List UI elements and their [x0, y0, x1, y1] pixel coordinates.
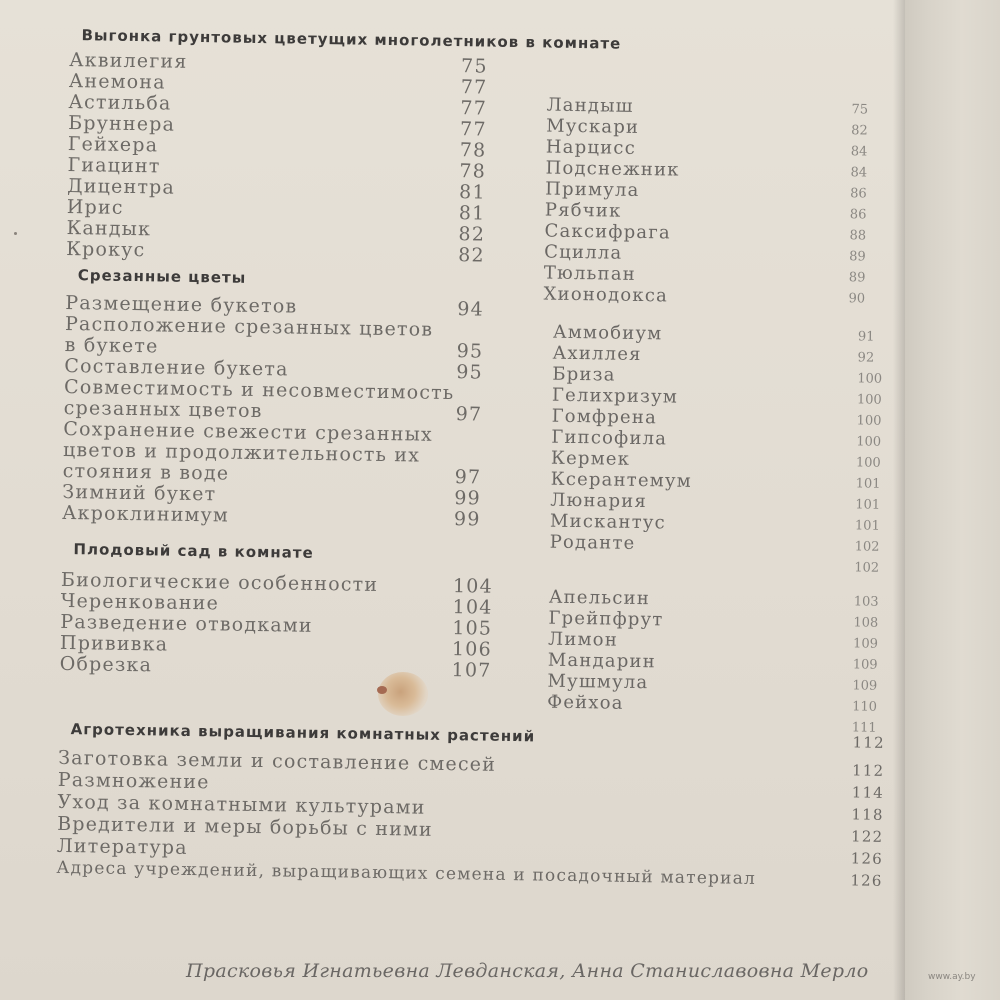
- toc-entry: Примула 86: [545, 178, 867, 202]
- toc-entry: Мускари 82: [546, 115, 868, 139]
- toc-entry: Тюльпан 89: [543, 262, 866, 286]
- toc-entry: Грейпфрут 108: [548, 607, 879, 631]
- toc-entry: Акроклинимум 99: [61, 501, 481, 531]
- toc-entry: Кермек 100: [550, 447, 881, 471]
- toc-entry: Гиацинт 78: [67, 153, 487, 183]
- toc-entry: Сцилла 89: [544, 241, 866, 265]
- toc-entry: Мандарин 109: [547, 649, 878, 673]
- toc-entry: в букете 95: [64, 333, 484, 363]
- toc-entry: Разведение отводками 105: [60, 610, 493, 640]
- section-heading-agrotechnics: Агротехника выращивания комнатных растений: [70, 720, 536, 746]
- toc-entry: Бриза 100: [552, 363, 883, 387]
- toc-entry: Мушмула 109: [547, 670, 878, 694]
- toc-entry: Аквилегия 75: [69, 48, 488, 78]
- toc-entry: Сохранение свежести срезанных: [63, 417, 434, 446]
- toc-entry: Ирис 81: [66, 195, 486, 225]
- toc-entry: Анемона 77: [68, 69, 488, 99]
- toc-entry: Саксифрага 88: [544, 220, 867, 244]
- toc-entry: стояния в воде 97: [62, 459, 482, 489]
- toc-entry: Прививка 106: [59, 631, 493, 661]
- toc-entry: Заготовка земли и составление смесей 112: [58, 746, 885, 780]
- toc-entry: Ахиллея 92: [552, 342, 875, 366]
- toc-entry: Крокус 82: [66, 237, 485, 267]
- toc-page-only: 111: [851, 720, 877, 736]
- toc-entry: Лимон 109: [547, 628, 879, 652]
- toc-entry: Гомфрена 100: [551, 405, 882, 429]
- toc-entry: Нарцисс 84: [545, 136, 868, 160]
- authors-line: Прасковья Игнатьевна Левданская, Анна Станиславовна Мерло: [186, 960, 869, 982]
- toc-entry: Астильба 77: [68, 90, 488, 120]
- toc-entry: Адреса учреждений, выращивающих семена и посадочный материал 126: [56, 857, 883, 890]
- toc-entry: Рябчик 86: [544, 199, 867, 223]
- toc-entry: Литература 126: [56, 834, 884, 868]
- toc-entry: Подснежник 84: [545, 157, 868, 181]
- paper-speck: [14, 232, 17, 235]
- toc-entry: Гелихризум 100: [551, 384, 882, 408]
- toc-entry: Ландыш 75: [546, 94, 869, 118]
- toc-entry: Гейхера 78: [67, 132, 487, 162]
- watermark: www.ay.by: [928, 972, 976, 982]
- toc-entry: Мискантус 101: [549, 510, 880, 534]
- toc-entry: Фейхоа 110: [546, 691, 878, 715]
- table-of-contents: [56, 8, 905, 922]
- toc-entry: Черенкование 104: [60, 589, 493, 619]
- toc-entry: Расположение срезанных цветов: [64, 312, 434, 341]
- section-heading-forcing: Выгонка грунтовых цветущих многолетников в комнате: [81, 26, 622, 53]
- toc-entry: Аммобиум 91: [552, 321, 875, 345]
- toc-entry: Обрезка 107: [59, 652, 492, 682]
- toc-entry: Составление букета 95: [64, 354, 484, 384]
- toc-entry: Гипсофила 100: [551, 426, 882, 450]
- toc-entry: Кандык 82: [66, 216, 486, 246]
- toc-entry: Дицентра 81: [67, 174, 486, 204]
- section-heading-cut-flowers: Срезанные цветы: [77, 266, 247, 287]
- toc-entry: Люнария 101: [550, 489, 881, 513]
- toc-entry: цветов и продолжительность их: [62, 438, 421, 467]
- toc-entry: Вредители и меры борьбы с ними 122: [57, 812, 884, 846]
- toc-page-only: 102: [854, 560, 880, 576]
- toc-entry: Апельсин 103: [548, 586, 879, 610]
- toc-entry: Совместимость и несовместимость: [63, 375, 455, 405]
- toc-entry: Размножение 114: [57, 768, 885, 802]
- toc-entry: Бруннера 77: [68, 111, 487, 141]
- toc-entry: Зимний букет 99: [62, 480, 482, 510]
- toc-entry: Роданте 102: [549, 531, 880, 555]
- section-heading-fruit-garden: Плодовый сад в комнате: [73, 540, 314, 562]
- toc-entry: Биологические особенности 104: [60, 568, 494, 598]
- toc-entry: Ксерантемум 101: [550, 468, 881, 492]
- toc-entry: Размещение букетов 94: [65, 291, 485, 321]
- toc-entry: Уход за комнатными культурами 118: [57, 790, 884, 824]
- next-page-edge: [905, 0, 1000, 1000]
- toc-entry: срезанных цветов 97: [63, 396, 483, 426]
- toc-heading-page: 112: [852, 733, 885, 752]
- toc-entry: Хионодокса 90: [543, 283, 866, 307]
